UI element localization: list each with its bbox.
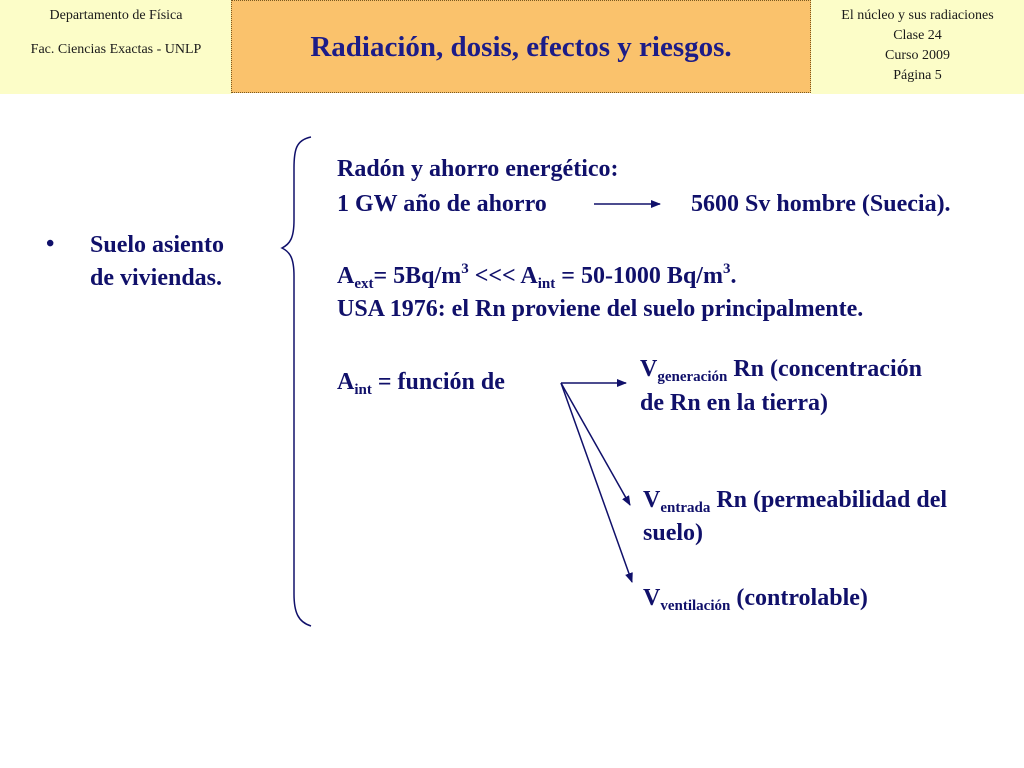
generation-line-2: de Rn en la tierra) [640, 390, 828, 416]
arrow-to-entry [561, 383, 630, 505]
page-number-label: Página 5 [893, 68, 942, 83]
function-label: $A_{int}$ = función de [337, 369, 505, 398]
department-label: Departamento de Física [49, 8, 183, 23]
bullet-line-2: de viviendas. [90, 265, 223, 291]
bullet-line-1: Suelo asiento [90, 232, 225, 258]
sweden-text: 5600 Sv hombre (Suecia). [691, 191, 951, 217]
entry-line-2: suelo) [643, 520, 703, 546]
left-brace [282, 137, 311, 626]
saving-text: 1 GW año de ahorro [337, 191, 547, 217]
radon-title: Radón y ahorro energético: [337, 156, 619, 182]
bullet-marker: • [46, 231, 55, 257]
entry-line-1: $V_{entrada}$ Rn (permeabilidad del [643, 487, 948, 516]
generation-line-1: $V_{generación}$ Rn (concentración [640, 356, 922, 385]
arrow-to-ventilation [561, 383, 632, 582]
course-year-label: Curso 2009 [885, 48, 950, 63]
activity-equation: $A_{ext}= 5Bq/m^3$ <<< $A_{int} = 50-1000$ $Bq/m^3$. [337, 261, 737, 292]
course-topic-label: El núcleo y sus radiaciones [841, 8, 994, 23]
usa-statement: USA 1976: el Rn proviene del suelo principalmente. [337, 296, 864, 322]
ventilation-line: $V_{ventilación}$ (controlable) [643, 585, 868, 614]
faculty-label: Fac. Ciencias Exactas - UNLP [30, 42, 202, 57]
class-label: Clase 24 [893, 28, 942, 43]
page-title: Radiación, dosis, efectos y riesgos. [310, 31, 732, 63]
